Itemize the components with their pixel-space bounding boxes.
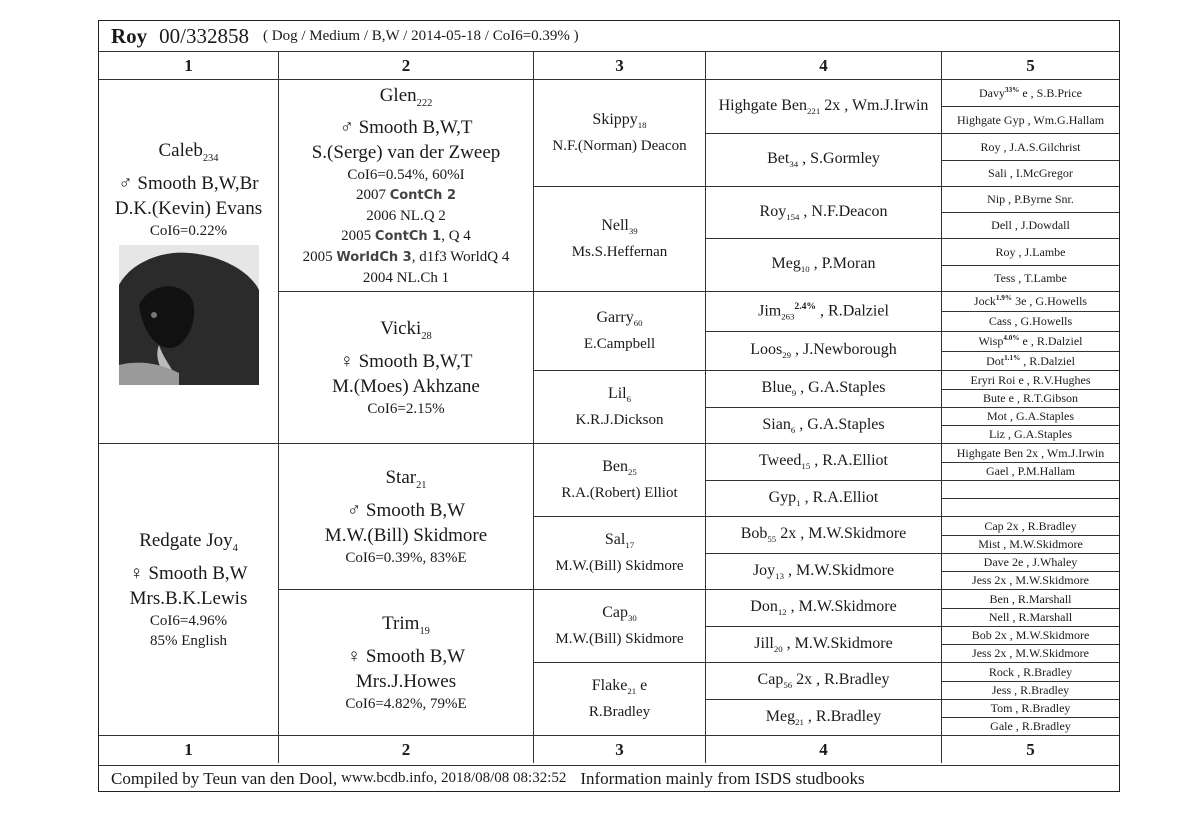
gen5-cell: Nip , P.Byrne Snr. (941, 186, 1119, 212)
col-num-bottom-4: 4 (705, 735, 941, 763)
gen4-number: 12 (777, 607, 787, 618)
gen5-cell: Rock , R.Bradley (941, 662, 1119, 681)
col-num-bottom-5: 5 (941, 735, 1119, 763)
gen3-cell (533, 516, 705, 589)
gen4-name: Sian (762, 415, 791, 433)
gen4-cell: Highgate Ben$_{221}$ 2x , Wm.J.Irwin (705, 79, 941, 133)
gen5-cell: Jess , R.Bradley (941, 681, 1119, 699)
sd-number: 28 (421, 330, 432, 342)
gen5-owner: M.W.Skidmore (1015, 573, 1089, 587)
gen5-owner: M.W.Skidmore (1015, 628, 1090, 642)
achievement-extra: , Q 4 (441, 228, 471, 245)
gen3-number: 6 (626, 394, 632, 405)
gen5-cell: Mot , G.A.Staples (941, 407, 1119, 425)
gen5-coi: 4.0% (1003, 334, 1020, 342)
gen5-owner: R.Bradley (1027, 518, 1077, 533)
gen5-cell: Gael , P.M.Hallam (941, 462, 1119, 480)
achievement-title: ContCh 2 (389, 188, 457, 204)
gen4-cell: Bet$_{34}$ , S.Gormley (705, 133, 941, 186)
gen3-owner: K.R.J.Dickson (575, 411, 664, 428)
gen5-extra: e (1005, 391, 1014, 405)
gen4-owner: R.Dalziel (828, 302, 889, 320)
ss-name: Glen (379, 84, 417, 106)
gen4-cell: Gyp$_1$ , R.A.Elliot (705, 480, 941, 516)
gen3-cell (533, 186, 705, 291)
gen4-coi: 2.4% (794, 301, 817, 313)
gen5-name: Liz (989, 427, 1005, 441)
gen5-cell: Dot$^{1.1\%}$ , R.Dalziel (941, 351, 1119, 370)
gen5-name: Eryri Roi (970, 372, 1016, 387)
gen5-owner: R.Marshall (1018, 610, 1073, 624)
gen3-owner: R.Bradley (588, 703, 651, 720)
gen4-extra: 2x (792, 671, 813, 689)
dog-photo (119, 245, 259, 385)
gen5-name: Bob (971, 628, 992, 642)
dam-dam-cell (278, 589, 533, 735)
gen4-name: Roy (759, 202, 787, 220)
gen4-number: 29 (782, 350, 792, 361)
achievement (303, 226, 510, 247)
gen5-cell: Jock$^{1.9\%}$ 3e , G.Howells (941, 291, 1119, 311)
gen5-extra: e (1015, 372, 1024, 387)
sd-coat: ♀ Smooth B,W,T (339, 350, 473, 372)
gen5-cell: Liz , G.A.Staples (941, 425, 1119, 443)
gen5-name: Cap (984, 518, 1004, 533)
gen5-cell: Bob 2x , M.W.Skidmore (941, 626, 1119, 644)
gen5-owner: Wm.J.Irwin (1046, 445, 1105, 460)
gen3-name: Ben (602, 458, 628, 476)
gen5-coi: 33% (1004, 85, 1020, 94)
achievements-list (303, 185, 510, 288)
gen5-extra: 2x (1003, 518, 1019, 533)
gen3-number: 39 (628, 226, 638, 237)
gen5-name: Nip (987, 192, 1006, 206)
gen5-cell: Gale , R.Bradley (941, 717, 1119, 735)
gen4-cell: Meg$_{10}$ , P.Moran (705, 238, 941, 291)
gen5-name: Jess (972, 646, 992, 660)
gen3-owner: E.Campbell (583, 335, 656, 352)
gen5-name: Jess (991, 683, 1012, 697)
gen4-owner: G.A.Staples (807, 415, 885, 433)
gen3-cell (533, 589, 705, 662)
gen5-name: Nell (988, 610, 1010, 624)
gen4-number: 13 (775, 571, 784, 582)
col-num-bottom-1: 1 (99, 735, 278, 763)
gen5-name: Davy (978, 85, 1005, 100)
gen4-owner: S.Gormley (810, 150, 880, 168)
gen5-name: Bute (982, 391, 1006, 405)
gen3-name: Cap (602, 604, 628, 622)
ss-coi: CoI6=0.54%, 60%I (347, 167, 465, 184)
dam-sire-cell (278, 443, 533, 589)
gen4-cell: Tweed$_{15}$ , R.A.Elliot (705, 443, 941, 480)
gen4-owner: J.Newborough (803, 341, 897, 359)
dd-owner: Mrs.J.Howes (355, 670, 457, 692)
gen5-cell: Wisp$^{4.0\%}$ e , R.Dalziel (941, 331, 1119, 351)
gen5-cell: Nell , R.Marshall (941, 608, 1119, 626)
gen4-cell: Cap$_{56}$ 2x , R.Bradley (705, 662, 941, 699)
gen5-cell: Roy , J.A.S.Gilchrist (941, 133, 1119, 160)
gen4-cell: Bob$_{55}$ 2x , M.W.Skidmore (705, 516, 941, 553)
gen4-name: Meg (765, 707, 796, 725)
gen5-owner: R.V.Hughes (1032, 372, 1091, 387)
dam-name: Redgate Joy (139, 530, 233, 552)
gen5-extra: 2x (1023, 445, 1039, 460)
ds-name: Star (385, 467, 417, 489)
gen5-cell: Cass , G.Howells (941, 311, 1119, 331)
gen3-cell (533, 79, 705, 186)
gen5-name: Dave (983, 555, 1009, 569)
gen4-name: Jill (754, 634, 774, 652)
gen4-name: Tweed (759, 452, 802, 470)
gen5-cell: Jess 2x , M.W.Skidmore (941, 644, 1119, 662)
gen4-number: 1 (796, 498, 801, 509)
ds-coat: ♂ Smooth B,W (346, 499, 466, 521)
gen3-number: 60 (633, 318, 643, 329)
gen3-cell (533, 662, 705, 735)
ss-owner: S.(Serge) van der Zweep (311, 142, 501, 164)
gen4-owner: R.Bradley (815, 707, 882, 725)
gen3-name: Skippy (592, 111, 638, 129)
gen3-number: 21 (627, 686, 637, 697)
footer-site: www.bcdb.info, 2018/08/08 08:32:52 (341, 770, 567, 786)
gen5-name: Gael (986, 464, 1009, 478)
gen5-extra: 2x (991, 573, 1007, 587)
gen4-owner: G.A.Staples (808, 379, 886, 397)
gen5-name: Ben (989, 591, 1009, 606)
gen5-cell: Dave 2e , J.Whaley (941, 553, 1119, 571)
gen4-cell: Meg$_{21}$ , R.Bradley (705, 699, 941, 735)
gen5-extra: e (1019, 85, 1028, 100)
gen4-owner: P.Moran (821, 255, 876, 273)
sd-coi: CoI6=2.15% (367, 400, 445, 417)
dam-breed: 85% English (149, 632, 228, 649)
gen5-name: Gale (990, 719, 1013, 733)
gen4-number: 10 (800, 264, 810, 275)
gen5-extra: 2x (991, 646, 1007, 660)
gen5-cell: Jess 2x , M.W.Skidmore (941, 571, 1119, 589)
gen4-number: 20 (773, 644, 783, 655)
gen4-name: Highgate Ben (718, 96, 808, 114)
gen5-owner: G.A.Staples (1016, 409, 1074, 423)
gen5-cell (941, 498, 1119, 516)
gen3-number: 17 (625, 540, 635, 551)
pedigree-chart (98, 20, 1120, 792)
gen4-owner: M.W.Skidmore (798, 598, 897, 616)
achievement-title: WorldCh 3 (336, 250, 412, 266)
gen5-cell: Mist , M.W.Skidmore (941, 535, 1119, 553)
gen5-cell (941, 480, 1119, 498)
gen4-number: 263 (781, 311, 795, 322)
gen3-owner: N.F.(Norman) Deacon (552, 137, 687, 154)
dam-coat: ♀ Smooth B,W (129, 562, 248, 584)
gen5-name: Dell (991, 218, 1012, 232)
gen5-name: Tom (990, 701, 1013, 715)
gen5-extra: 3e (1012, 294, 1027, 308)
gen5-owner: P.M.Hallam (1017, 464, 1075, 478)
sire-coi: CoI6=0.22% (149, 222, 228, 239)
gen4-name: Loos (750, 341, 783, 359)
ss-number: 222 (416, 97, 433, 109)
gen4-number: 15 (801, 461, 811, 472)
gen3-number: 18 (637, 120, 647, 131)
sire-cell (99, 79, 278, 443)
dd-number: 19 (419, 625, 430, 637)
gen4-cell: Don$_{12}$ , M.W.Skidmore (705, 589, 941, 626)
dd-name: Trim (382, 613, 420, 635)
gen5-cell: Highgate Gyp , Wm.G.Hallam (941, 106, 1119, 133)
gen4-cell: Jim$_{263}^{2.4\%}$ , R.Dalziel (705, 291, 941, 331)
gen4-owner: M.W.Skidmore (808, 525, 907, 543)
gen3-name: Garry (596, 309, 634, 327)
gen4-owner: N.F.Deacon (811, 202, 888, 220)
achievement-year: 2005 (341, 228, 375, 245)
gen5-cell: Tom , R.Bradley (941, 699, 1119, 717)
gen5-name: Jess (972, 573, 992, 587)
gen3-name: Nell (601, 217, 629, 235)
achievement (303, 247, 510, 268)
col-num-top-1: 1 (99, 51, 278, 79)
gen4-cell: Roy$_{154}$ , N.F.Deacon (705, 186, 941, 238)
gen4-number: 56 (783, 680, 793, 691)
gen5-owner: G.A.Staples (1014, 427, 1072, 441)
gen3-name: Lil (607, 385, 627, 403)
gen5-name: Cass (988, 314, 1012, 328)
achievement-year: 2005 (302, 249, 337, 266)
gen4-name: Joy (752, 561, 776, 579)
gen5-owner: I.McGregor (1015, 166, 1073, 180)
gen3-owner: M.W.(Bill) Skidmore (555, 630, 684, 647)
registration-number: 00/332858 (159, 23, 250, 48)
dam-number: 4 (232, 542, 238, 554)
gen5-owner: R.Bradley (1020, 683, 1070, 697)
gen4-cell: Sian$_6$ , G.A.Staples (705, 407, 941, 443)
ss-coat: ♂ Smooth B,W,T (339, 117, 473, 139)
gen5-name: Dot (986, 353, 1005, 368)
gen5-coi: 1.9% (995, 294, 1013, 302)
gen5-extra: 2e (1009, 555, 1024, 569)
gen3-name: Sal (604, 531, 626, 549)
gen4-name: Meg (771, 255, 801, 273)
gen4-owner: R.Bradley (824, 671, 890, 689)
ds-number: 21 (416, 479, 427, 491)
gen4-number: 9 (791, 388, 797, 399)
sire-number: 234 (202, 152, 219, 164)
footer-info: Information mainly from ISDS studbooks (580, 768, 865, 788)
gen5-owner: R.Bradley (1021, 701, 1071, 715)
gen4-name: Jim (758, 302, 782, 320)
gen4-cell: Jill$_{20}$ , M.W.Skidmore (705, 626, 941, 662)
col-num-top-3: 3 (533, 51, 705, 79)
gen5-name: Roy (980, 139, 1001, 154)
dam-coi: CoI6=4.96% (149, 612, 228, 629)
gen4-name: Gyp (768, 488, 797, 506)
gen4-extra: 2x (820, 96, 841, 114)
gen3-suffix: e (636, 677, 648, 695)
gen5-cell: Ben , R.Marshall (941, 589, 1119, 608)
gen4-name: Cap (757, 671, 784, 689)
gen4-owner: Wm.J.Irwin (851, 96, 929, 114)
gen5-owner: R.Marshall (1017, 591, 1072, 606)
gen4-number: 221 (807, 106, 821, 117)
sire-name: Caleb (158, 140, 203, 162)
pedigree-header (99, 21, 1119, 51)
gen5-name: Sali (988, 166, 1007, 180)
gen5-cell: Tess , T.Lambe (941, 265, 1119, 291)
gen3-owner: M.W.(Bill) Skidmore (555, 557, 684, 574)
col-num-top-4: 4 (705, 51, 941, 79)
gen4-cell: Joy$_{13}$ , M.W.Skidmore (705, 553, 941, 589)
gen5-owner: J.Dowdall (1020, 218, 1070, 232)
gen5-cell: Bute e , R.T.Gibson (941, 389, 1119, 407)
achievement-year: 2006 NL.Q 2 (366, 208, 446, 225)
gen5-owner: G.Howells (1020, 314, 1073, 328)
gen5-cell: Dell , J.Dowdall (941, 212, 1119, 238)
dam-owner: Mrs.B.K.Lewis (129, 587, 248, 609)
achievement (303, 268, 510, 288)
col-num-top-5: 5 (941, 51, 1119, 79)
gen5-name: Mot (986, 409, 1007, 423)
gen4-name: Bet (767, 150, 790, 168)
gen5-cell: Cap 2x , R.Bradley (941, 516, 1119, 535)
col-num-top-2: 2 (278, 51, 533, 79)
ds-coi: CoI6=0.39%, 83%E (345, 549, 467, 566)
gen4-cell: Blue$_9$ , G.A.Staples (705, 370, 941, 407)
gen4-owner: M.W.Skidmore (795, 561, 895, 579)
achievement-extra: , d1f3 WorldQ 4 (411, 249, 510, 266)
gen4-owner: R.A.Elliot (822, 452, 888, 470)
gen4-name: Don (750, 598, 778, 616)
gen4-name: Bob (740, 525, 768, 543)
achievement-year: 2007 (355, 187, 390, 204)
gen5-owner: M.W.Skidmore (1009, 537, 1083, 551)
sire-owner: D.K.(Kevin) Evans (114, 197, 263, 219)
gen4-extra: 2x (776, 525, 797, 543)
gen5-cell: Sali , I.McGregor (941, 160, 1119, 186)
gen5-extra: 2x (991, 628, 1007, 642)
gen5-name: Tess (994, 271, 1016, 285)
gen4-cell: Loos$_{29}$ , J.Newborough (705, 331, 941, 370)
gen5-owner: P.Byrne Snr. (1014, 192, 1074, 206)
achievement (303, 206, 510, 226)
gen5-cell: Eryri Roi e , R.V.Hughes (941, 370, 1119, 389)
gen5-owner: M.W.Skidmore (1015, 646, 1089, 660)
gen5-owner: R.T.Gibson (1022, 391, 1079, 405)
gen5-owner: J.A.S.Gilchrist (1009, 139, 1081, 154)
dd-coat: ♀ Smooth B,W (346, 645, 466, 667)
achievement-year: 2004 NL.Ch 1 (362, 270, 450, 287)
dd-coi: CoI6=4.82%, 79%E (345, 695, 467, 712)
sd-name: Vicki (380, 318, 422, 340)
sd-owner: M.(Moes) Akhzane (332, 375, 480, 397)
gen5-name: Wisp (978, 334, 1004, 348)
gen5-owner: T.Lambe (1024, 271, 1067, 285)
gen5-owner: R.Dalziel (1029, 353, 1075, 368)
gen5-owner: R.Dalziel (1036, 334, 1083, 348)
gen5-owner: J.Whaley (1032, 555, 1078, 569)
gen3-number: 25 (627, 467, 637, 478)
gen4-number: 34 (789, 159, 799, 170)
gen4-number: 6 (790, 425, 796, 436)
gen5-cell: Highgate Ben 2x , Wm.J.Irwin (941, 443, 1119, 462)
gen4-number: 21 (795, 717, 804, 728)
dog-name: Roy (111, 23, 148, 48)
gen3-owner: Ms.S.Heffernan (571, 243, 668, 260)
ds-owner: M.W.(Bill) Skidmore (324, 524, 488, 546)
gen4-name: Blue (761, 379, 792, 397)
footer (99, 765, 1119, 791)
gen5-cell: Roy , J.Lambe (941, 238, 1119, 265)
sire-dam-cell (278, 291, 533, 443)
achievement (303, 185, 510, 206)
gen5-coi: 1.1% (1004, 353, 1021, 362)
gen5-owner: S.B.Price (1036, 85, 1083, 100)
dog-details: ( Dog / Medium / B,W / 2014-05-18 / CoI6=0.39% ) (263, 27, 579, 44)
gen4-owner: M.W.Skidmore (794, 634, 893, 652)
col-num-bottom-2: 2 (278, 735, 533, 763)
gen4-owner: R.A.Elliot (812, 488, 879, 506)
achievement-title: ContCh 1 (374, 229, 442, 245)
gen4-number: 154 (786, 212, 800, 223)
gen5-owner: Wm.G.Hallam (1033, 112, 1105, 127)
gen3-owner: R.A.(Robert) Elliot (561, 484, 678, 501)
sire-sire-cell (278, 79, 533, 291)
dam-cell (99, 443, 278, 735)
gen3-name: Flake (591, 677, 628, 695)
gen5-owner: R.Bradley (1023, 664, 1073, 679)
col-num-bottom-3: 3 (533, 735, 705, 763)
footer-compiled: Compiled by Teun van den Dool, (111, 768, 338, 788)
gen5-name: Jock (973, 294, 996, 308)
gen5-name: Rock (988, 664, 1015, 679)
gen5-owner: R.Bradley (1021, 719, 1071, 733)
gen5-name: Roy (995, 244, 1016, 259)
gen5-name: Highgate Gyp (956, 112, 1025, 127)
gen5-extra: e (1019, 334, 1028, 348)
gen5-name: Mist (978, 537, 1001, 551)
sire-coat: ♂ Smooth B,W,Br (118, 172, 259, 194)
gen5-name: Highgate Ben (956, 445, 1024, 460)
gen3-cell (533, 291, 705, 370)
gen5-owner: J.Lambe (1024, 244, 1066, 259)
gen5-cell: Davy$^{33\%}$ e , S.B.Price (941, 79, 1119, 106)
gen3-number: 30 (627, 613, 637, 624)
gen5-owner: G.Howells (1035, 294, 1088, 308)
gen3-cell (533, 370, 705, 443)
gen4-number: 55 (767, 534, 777, 545)
gen3-cell (533, 443, 705, 516)
